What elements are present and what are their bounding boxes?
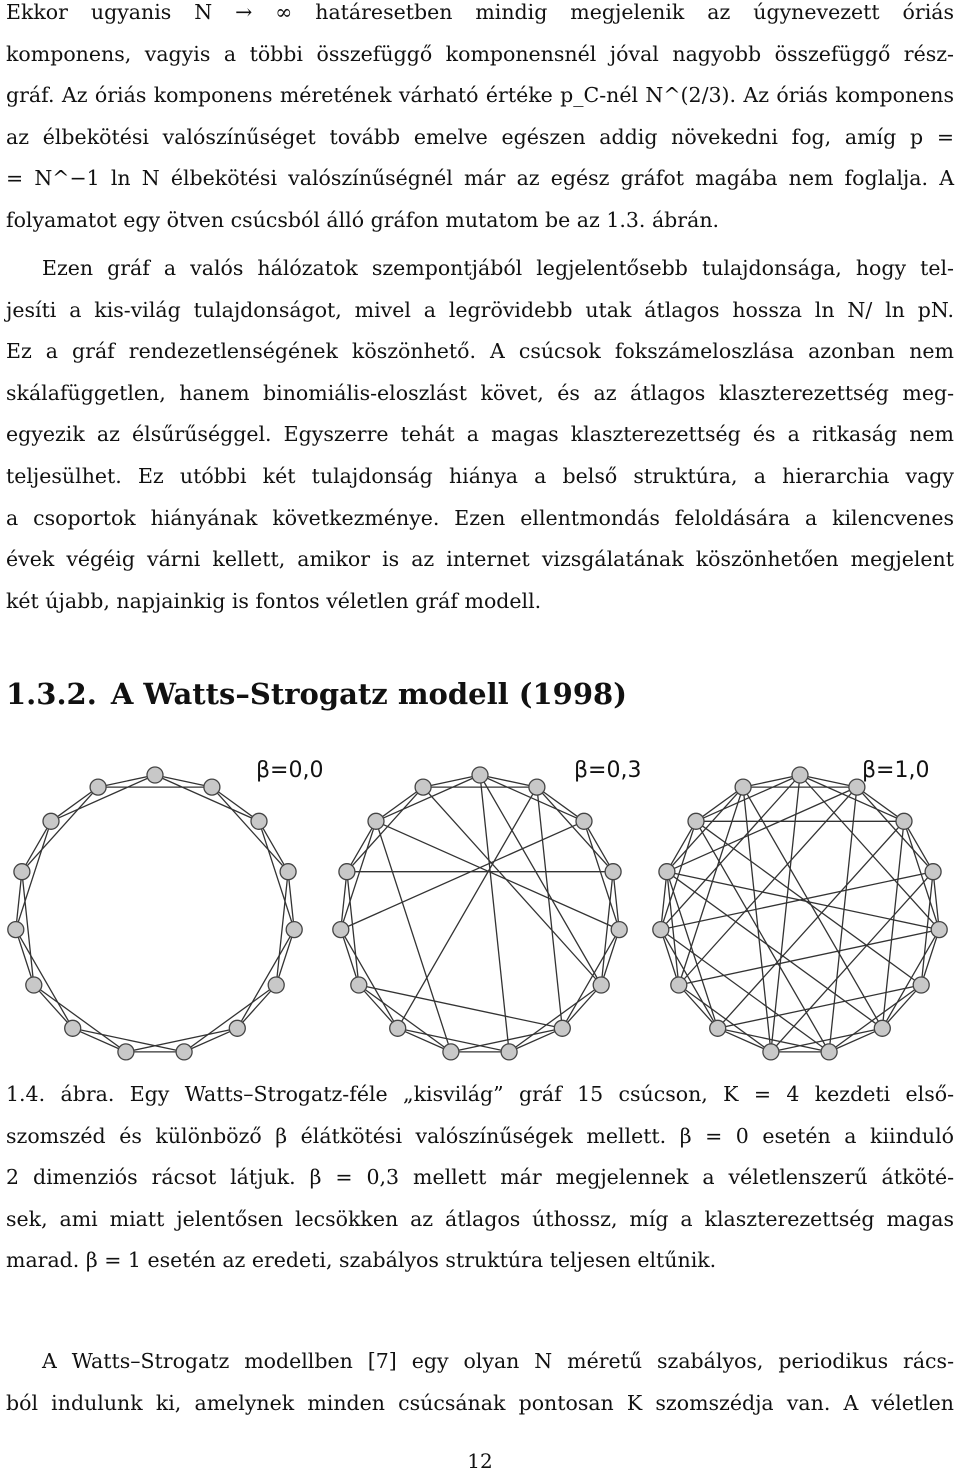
text-line: jesíti a kis-világ tulajdonságot, mivel a legrövidebb utak átlagos hossza ln N/ ln pN. — [6, 297, 954, 322]
graph-node — [443, 1044, 459, 1060]
graph-node — [821, 1044, 837, 1060]
graph-node — [280, 864, 296, 880]
graph-edge — [341, 930, 398, 1029]
graph-node — [333, 922, 349, 938]
text-line: az élbekötési valószínűséget tovább emelve egészen addig növekedni fog, amíg p = — [6, 124, 954, 149]
graph-node — [368, 813, 384, 829]
graph-node — [351, 977, 367, 993]
graph-label-beta-0: β=0,0 — [256, 758, 324, 783]
graph-edge — [537, 787, 584, 821]
text-line: sek, ami miatt jelentősen lecsökken az átlagos úthossz, míg a klaszterezettség magas — [6, 1206, 954, 1231]
graph-label-beta-1: β=1,0 — [862, 758, 930, 783]
graph-node — [913, 977, 929, 993]
graph-edge — [829, 787, 857, 1052]
graph-edge — [184, 985, 276, 1052]
graph-node — [896, 813, 912, 829]
text-line: évek végéig várni kellett, amikor is az internet vizsgálatának köszönhetően megjelent — [6, 547, 954, 572]
text-line: = N^−1 ln N élbekötési valószínűségnél már az egész gráfot magába nem foglalja. A — [6, 166, 954, 191]
paragraph-giant-component — [6, 0, 954, 242]
graph-node — [176, 1044, 192, 1060]
graph-edge — [857, 787, 904, 821]
text-line: két újabb, napjainkig is fontos véletlen gráf modell. — [6, 588, 542, 613]
graph-node — [8, 922, 24, 938]
graph-node — [611, 922, 627, 938]
graph-edge — [667, 787, 743, 872]
page-number: 12 — [467, 1449, 493, 1473]
text-line: teljesülhet. Ez utóbbi két tulajdonság hiánya a belső struktúra, a hierarchia vagy — [6, 463, 954, 488]
graph-edge — [155, 775, 212, 787]
text-line: gráf. Az óriás komponens méretének várható értéke p_C-nél N^(2/3). Az óriás komponens — [6, 83, 954, 108]
graph-node — [268, 977, 284, 993]
text-line: skálafüggetlen, hanem binomiális-eloszlást követ, és az átlagos klaszterezettség meg- — [6, 380, 954, 405]
graph-beta-0 — [8, 767, 302, 1060]
graph-node — [529, 779, 545, 795]
figure-caption — [6, 1074, 954, 1282]
graph-node — [339, 864, 355, 880]
graph-node — [90, 779, 106, 795]
text-line: egyezik az élsűrűséggel. Egyszerre tehát a magas klaszterezettség és a ritkaság nem — [6, 422, 954, 447]
graph-edge — [562, 930, 619, 1029]
graph-node — [659, 864, 675, 880]
graph-edge — [679, 985, 771, 1052]
graph-edge — [537, 787, 562, 1028]
graph-edge — [16, 930, 73, 1029]
graph-node — [26, 977, 42, 993]
graph-node — [65, 1020, 81, 1036]
graph-edge — [718, 821, 904, 1028]
text-line: 2 dimenziós rácsot látjuk. β = 0,3 mellett már megjelennek a véletlenszerű átköté- — [6, 1165, 954, 1190]
graph-node — [931, 922, 947, 938]
graph-edge — [34, 985, 126, 1052]
graph-node — [43, 813, 59, 829]
graph-edge — [237, 930, 294, 1029]
graph-edge — [800, 775, 939, 930]
graph-node — [501, 1044, 517, 1060]
text-line: marad. β = 1 esetén az eredeti, szabályos struktúra teljesen eltűnik. — [6, 1248, 717, 1273]
graph-node — [576, 813, 592, 829]
graph-edge — [509, 985, 601, 1052]
graph-node — [229, 1020, 245, 1036]
text-line: komponens, vagyis a többi összefüggő komponensnél jóval nagyobb összefüggő rész- — [6, 41, 954, 66]
graph-node — [14, 864, 30, 880]
graph-node — [390, 1020, 406, 1036]
graph-node — [792, 767, 808, 783]
graph-edge — [480, 775, 537, 787]
graph-node — [415, 779, 431, 795]
graph-edge — [696, 821, 921, 985]
graph-edge — [423, 775, 480, 787]
graph-edge — [398, 787, 537, 1028]
text-line: A Watts–Strogatz modellben [7] egy olyan N méretű szabályos, periodikus rács- — [42, 1349, 954, 1373]
section-number: 1.3.2. — [6, 677, 97, 711]
graph-edge — [661, 775, 800, 930]
text-line: a csoportok hiányának következménye. Ezen ellentmondás feloldására a kilencvenes — [6, 505, 954, 530]
watts-strogatz-figure — [0, 742, 960, 1072]
graph-edge — [212, 787, 259, 821]
graph-edge — [51, 787, 98, 821]
graph-edge — [696, 787, 743, 821]
figure-graphs — [0, 742, 960, 1072]
graph-beta-1 — [653, 767, 947, 1060]
graph-edge — [347, 787, 423, 872]
graph-edge — [696, 821, 829, 1052]
graph-node — [874, 1020, 890, 1036]
graph-beta-03 — [333, 767, 627, 1060]
graph-edge — [212, 787, 288, 872]
graph-node — [671, 977, 687, 993]
graph-edge — [22, 787, 98, 872]
graph-node — [147, 767, 163, 783]
text-line: Ezen gráf a valós hálózatok szempontjából legjelentősebb tulajdonsága, hogy tel- — [42, 256, 954, 280]
graph-edge — [376, 787, 423, 821]
graph-node — [605, 864, 621, 880]
graph-edge — [771, 775, 800, 1052]
graph-edge — [857, 787, 933, 872]
text-line: folyamatot egy ötven csúcsból álló gráfon mutatom be az 1.3. ábrán. — [6, 207, 720, 232]
section-title: A Watts–Strogatz modell (1998) — [110, 677, 627, 711]
graph-node — [118, 1044, 134, 1060]
graph-node — [286, 922, 302, 938]
paragraph-ws-model — [6, 1341, 954, 1424]
graph-node — [554, 1020, 570, 1036]
graph-edge — [480, 775, 509, 1052]
graph-edge — [537, 787, 613, 872]
graph-node — [688, 813, 704, 829]
text-line: Ekkor ugyanis N → ∞ határesetben mindig megjelenik az úgynevezett óriás — [6, 0, 954, 24]
graph-node — [204, 779, 220, 795]
graph-edge — [679, 930, 939, 985]
section-heading — [6, 672, 641, 716]
graph-node — [710, 1020, 726, 1036]
graph-edge — [237, 985, 276, 1028]
paragraph-small-world — [6, 248, 954, 622]
text-line: 1.4. ábra. Egy Watts–Strogatz-féle „kisvilág” gráf 15 csúcson, K = 4 kezdeti első- — [6, 1082, 954, 1106]
graph-edge — [562, 985, 601, 1028]
graph-node — [472, 767, 488, 783]
graph-node — [593, 977, 609, 993]
graph-node — [653, 922, 669, 938]
text-line: ból indulunk ki, amelynek minden csúcsának pontosan K szomszédja van. A véletlen — [6, 1390, 954, 1415]
graph-node — [763, 1044, 779, 1060]
graph-node — [251, 813, 267, 829]
text-line: szomszéd és különböző β élátkötési valószínűségek mellett. β = 0 esetén a kiinduló — [6, 1123, 954, 1148]
graph-edge — [34, 985, 73, 1028]
graph-label-beta-03: β=0,3 — [574, 758, 642, 783]
graph-edge — [98, 775, 155, 787]
text-line: Ez a gráf rendezetlenségének köszönhető. A csúcsok fokszámeloszlása azonban nem — [6, 339, 954, 364]
graph-edge — [679, 985, 718, 1028]
graph-node — [925, 864, 941, 880]
graph-node — [735, 779, 751, 795]
